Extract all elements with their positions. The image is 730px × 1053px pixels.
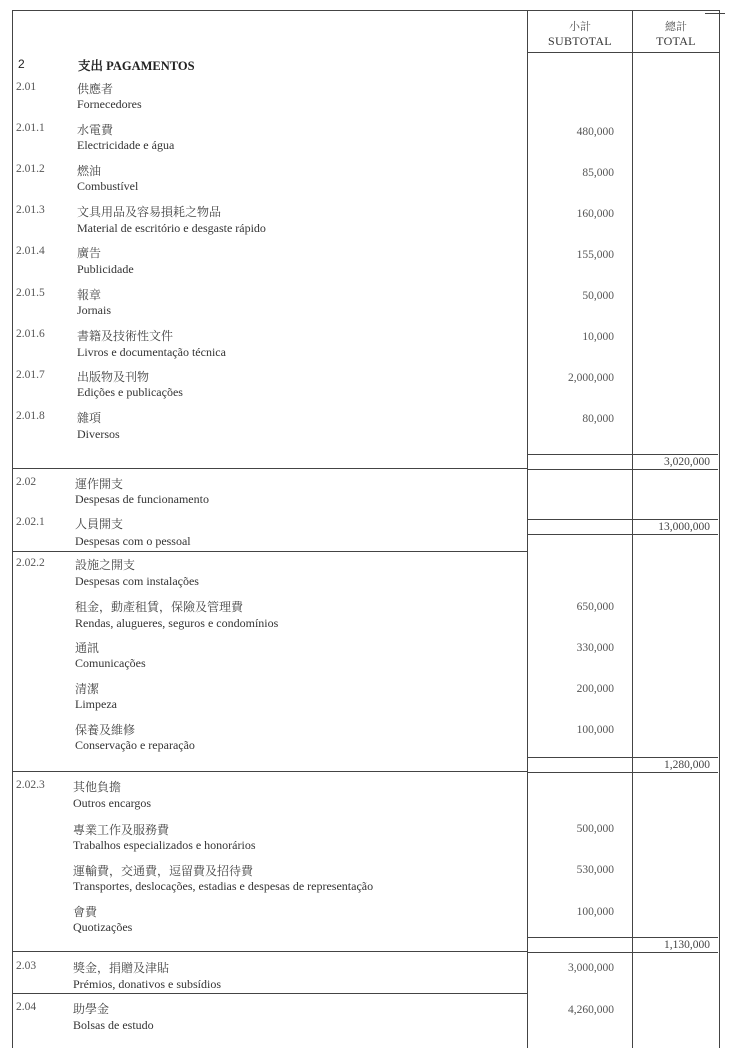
row-label-pt: Diversos — [77, 427, 120, 441]
row-subtotal: 480,000 — [576, 126, 614, 138]
section-divider — [12, 551, 528, 552]
row-label-pt: Comunicações — [75, 656, 146, 670]
row-label-pt: Publicidade — [77, 262, 134, 276]
row-label-zh: 燃油 — [77, 164, 102, 178]
row-label-pt: Bolsas de estudo — [73, 1018, 154, 1032]
row-subtotal: 330,000 — [576, 642, 614, 654]
row-label-pt: Conservação e reparação — [75, 738, 195, 752]
total-row — [528, 757, 718, 773]
row-label-pt: Quotizações — [73, 920, 133, 934]
row-label-zh: 出版物及刊物 — [77, 370, 150, 384]
row-label-zh: 報章 — [77, 288, 102, 302]
section-divider — [12, 468, 528, 469]
row-label-zh: 文具用品及容易損耗之物品 — [77, 205, 222, 219]
section-code: 2 — [18, 57, 25, 71]
row-subtotal: 4,260,000 — [568, 1004, 614, 1016]
row-label-zh: 其他負擔 — [73, 780, 122, 794]
row-label-pt: Combustível — [77, 179, 139, 193]
row-subtotal: 85,000 — [582, 167, 614, 179]
row-subtotal: 500,000 — [576, 823, 614, 835]
section-divider — [12, 951, 528, 952]
row-label-zh: 專業工作及服務費 — [73, 823, 170, 837]
row-code: 2.01 — [16, 81, 37, 93]
row-subtotal: 50,000 — [582, 290, 614, 302]
row-subtotal: 3,000,000 — [568, 962, 614, 974]
row-label-pt: Despesas com o pessoal — [75, 534, 191, 548]
row-label-zh: 助學金 — [73, 1002, 110, 1016]
row-label-pt: Prémios, donativos e subsídios — [73, 977, 222, 991]
row-label-pt: Despesas com instalações — [75, 574, 199, 588]
total-value: 13,000,000 — [658, 521, 710, 533]
row-label-pt: Limpeza — [75, 697, 117, 711]
row-label-zh: 廣告 — [77, 246, 102, 260]
row-code: 2.04 — [16, 1001, 37, 1013]
row-label-pt: Outros encargos — [73, 796, 152, 810]
section-title: 支出 PAGAMENTOS — [78, 59, 195, 73]
total-row — [528, 454, 718, 470]
row-code: 2.01.6 — [16, 328, 45, 340]
row-label-zh: 人員開支 — [75, 517, 124, 531]
row-label-zh: 清潔 — [75, 682, 100, 696]
row-code: 2.01.7 — [16, 369, 45, 381]
row-label-zh: 水電費 — [77, 123, 114, 137]
row-label-pt: Electricidade e água — [77, 138, 175, 152]
row-label-zh: 雜項 — [77, 411, 102, 425]
row-subtotal: 2,000,000 — [568, 372, 614, 384]
row-subtotal: 80,000 — [582, 413, 614, 425]
row-code: 2.01.5 — [16, 287, 45, 299]
row-label-zh: 通訊 — [75, 641, 100, 655]
right-border — [719, 10, 720, 1048]
row-label-zh: 保養及維修 — [75, 723, 136, 737]
total-row — [528, 519, 718, 535]
top-border — [12, 10, 720, 11]
row-code: 2.01.2 — [16, 163, 45, 175]
row-divider — [12, 993, 528, 994]
row-label-pt: Despesas de funcionamento — [75, 492, 209, 506]
row-code: 2.02 — [16, 476, 37, 488]
total-value: 1,130,000 — [664, 939, 710, 951]
total-row-divider — [632, 520, 633, 534]
subtotal-header: SUBTOTAL — [548, 34, 612, 48]
row-subtotal: 155,000 — [576, 249, 614, 261]
row-label-pt: Jornais — [77, 303, 111, 317]
row-label-zh: 書籍及技術性文件 — [77, 329, 174, 343]
row-label-zh: 運作開支 — [75, 477, 124, 491]
row-label-zh: 租金，動產租賃，保險及管理費 — [75, 600, 244, 614]
row-subtotal: 200,000 — [576, 683, 614, 695]
row-label-pt: Material de escritório e desgaste rápido — [77, 221, 266, 235]
row-code: 2.01.4 — [16, 245, 45, 257]
row-label-pt: Rendas, alugueres, seguros e condomínios — [75, 616, 279, 630]
total-row — [528, 937, 718, 953]
row-label-zh: 供應者 — [77, 82, 114, 96]
row-code: 2.02.2 — [16, 557, 45, 569]
row-code: 2.01.1 — [16, 122, 45, 134]
total-row-divider — [632, 758, 633, 772]
total-header-zh: 總計 — [665, 21, 687, 33]
subtotal-header-zh: 小計 — [569, 21, 591, 33]
row-subtotal: 100,000 — [576, 724, 614, 736]
section-divider — [12, 771, 528, 772]
row-label-zh: 會費 — [73, 905, 98, 919]
row-subtotal: 100,000 — [576, 906, 614, 918]
row-label-pt: Transportes, deslocações, estadias e despesas de representação — [73, 879, 374, 893]
row-label-zh: 運輸費，交通費，逗留費及招待費 — [73, 864, 254, 878]
row-code: 2.01.3 — [16, 204, 45, 216]
row-code: 2.02.3 — [16, 779, 45, 791]
left-border — [12, 10, 13, 1048]
total-header: TOTAL — [656, 34, 696, 48]
total-value: 3,020,000 — [664, 456, 710, 468]
total-value: 1,280,000 — [664, 759, 710, 771]
row-code: 2.01.8 — [16, 410, 45, 422]
total-row-divider — [632, 938, 633, 952]
row-label-zh: 設施之開支 — [75, 558, 136, 572]
row-subtotal: 650,000 — [576, 601, 614, 613]
row-label-pt: Trabalhos especializados e honorários — [73, 838, 256, 852]
top-right-tick — [705, 13, 725, 14]
total-row-divider — [632, 455, 633, 469]
row-code: 2.03 — [16, 960, 37, 972]
row-subtotal: 160,000 — [576, 208, 614, 220]
row-label-pt: Edições e publicações — [77, 385, 183, 399]
row-subtotal: 10,000 — [582, 331, 614, 343]
row-subtotal: 530,000 — [576, 864, 614, 876]
row-label-pt: Fornecedores — [77, 97, 142, 111]
row-label-zh: 獎金，捐贈及津貼 — [73, 961, 170, 975]
row-code: 2.02.1 — [16, 516, 45, 528]
header-underline — [527, 52, 719, 53]
row-label-pt: Livros e documentação técnica — [77, 345, 226, 359]
